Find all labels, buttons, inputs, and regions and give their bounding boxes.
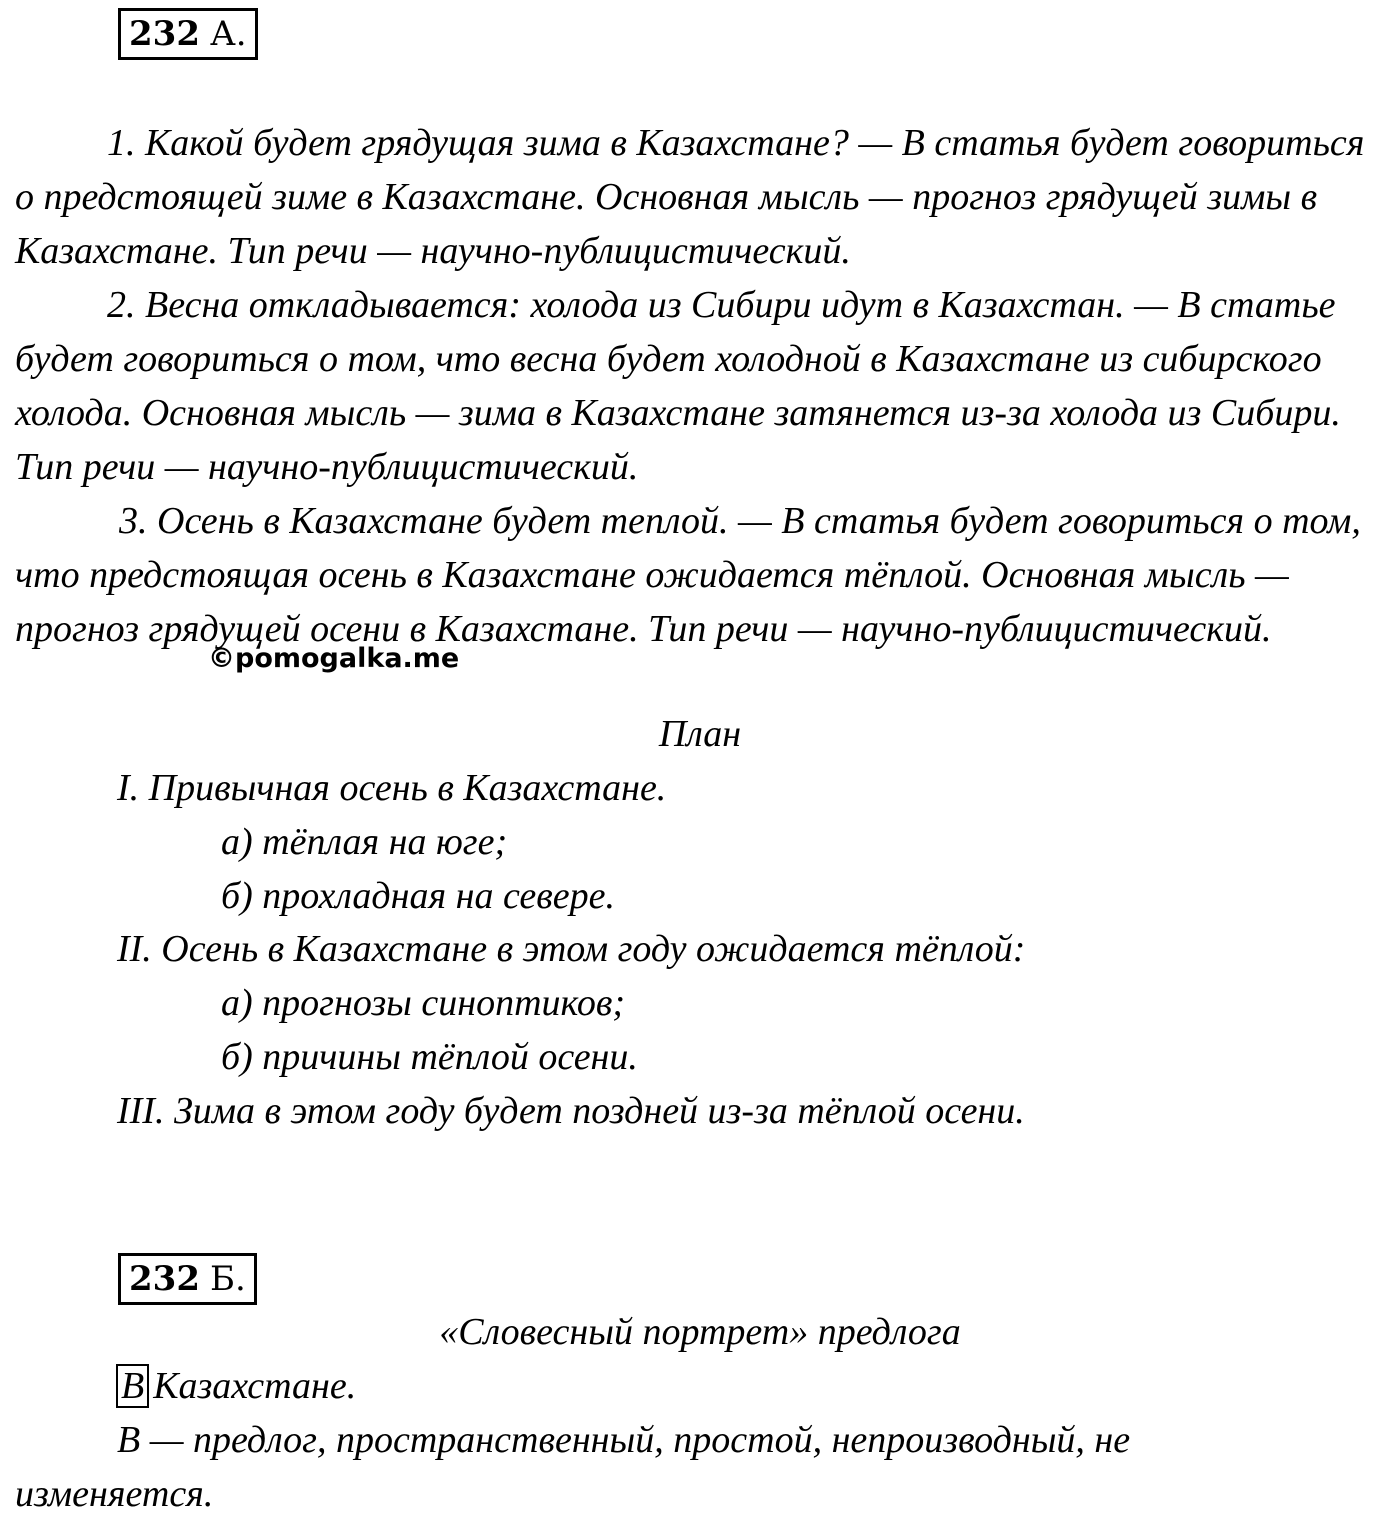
paragraph-3: 3. Осень в Казахстане будет теплой. — В статья будет говориться о том, что предстоящая осень в Казахстане ожидается тёплой. Основная мысль — прогноз грядущей осени в Казахстане. Тип речи — научно-публицистический. — [15, 500, 1361, 650]
answer-text-232a — [15, 116, 1385, 656]
watermark: ©pomogalka.me — [208, 643, 460, 674]
task-letter: Б. — [209, 1259, 246, 1299]
plan-item-3: III. Зима в этом году будет поздней из-за тёплой осени. — [117, 1090, 1025, 1132]
task-number-232b — [118, 1253, 257, 1305]
section-b-heading: «Словесный портрет» предлога — [439, 1311, 961, 1353]
plan-heading: План — [658, 713, 742, 755]
phrase-rest: Казахстане. — [153, 1365, 357, 1407]
paragraph-2: 2. Весна откладывается: холода из Сибири идут в Казахстан. — В статье будет говориться о том, что весна будет холодной в Казахстане из сибирского холода. Основная мысль — зима в Казахстане затянется из-за холода из Сибири. Тип речи — научно-публицистический. — [15, 284, 1341, 488]
preposition-description-line-1: В — предлог, пространственный, простой, непроизводный, не — [117, 1419, 1131, 1461]
plan-item-1a: а) тёплая на юге; — [221, 821, 508, 863]
plan-item-1b: б) прохладная на севере. — [221, 875, 615, 917]
plan-item-2: II. Осень в Казахстане в этом году ожидается тёплой: — [117, 928, 1026, 970]
task-number-232a — [118, 8, 258, 60]
task-number: 232 — [129, 14, 200, 54]
task-letter: А. — [209, 14, 247, 54]
preposition-description-line-2: изменяется. — [15, 1473, 214, 1515]
paragraph-1: 1. Какой будет грядущая зима в Казахстане? — В статья будет говориться о предстоящей зиме в Казахстане. Основная мысль — прогноз грядущей зимы в Казахстане. Тип речи — научно-публицистический. — [15, 122, 1365, 272]
plan-item-2b: б) причины тёплой осени. — [221, 1036, 638, 1078]
task-number: 232 — [129, 1259, 200, 1299]
plan-item-1: I. Привычная осень в Казахстане. — [117, 767, 667, 809]
plan-item-2a: а) прогнозы синоптиков; — [221, 982, 626, 1024]
phrase-line — [116, 1359, 356, 1413]
boxed-preposition: В — [116, 1364, 149, 1408]
